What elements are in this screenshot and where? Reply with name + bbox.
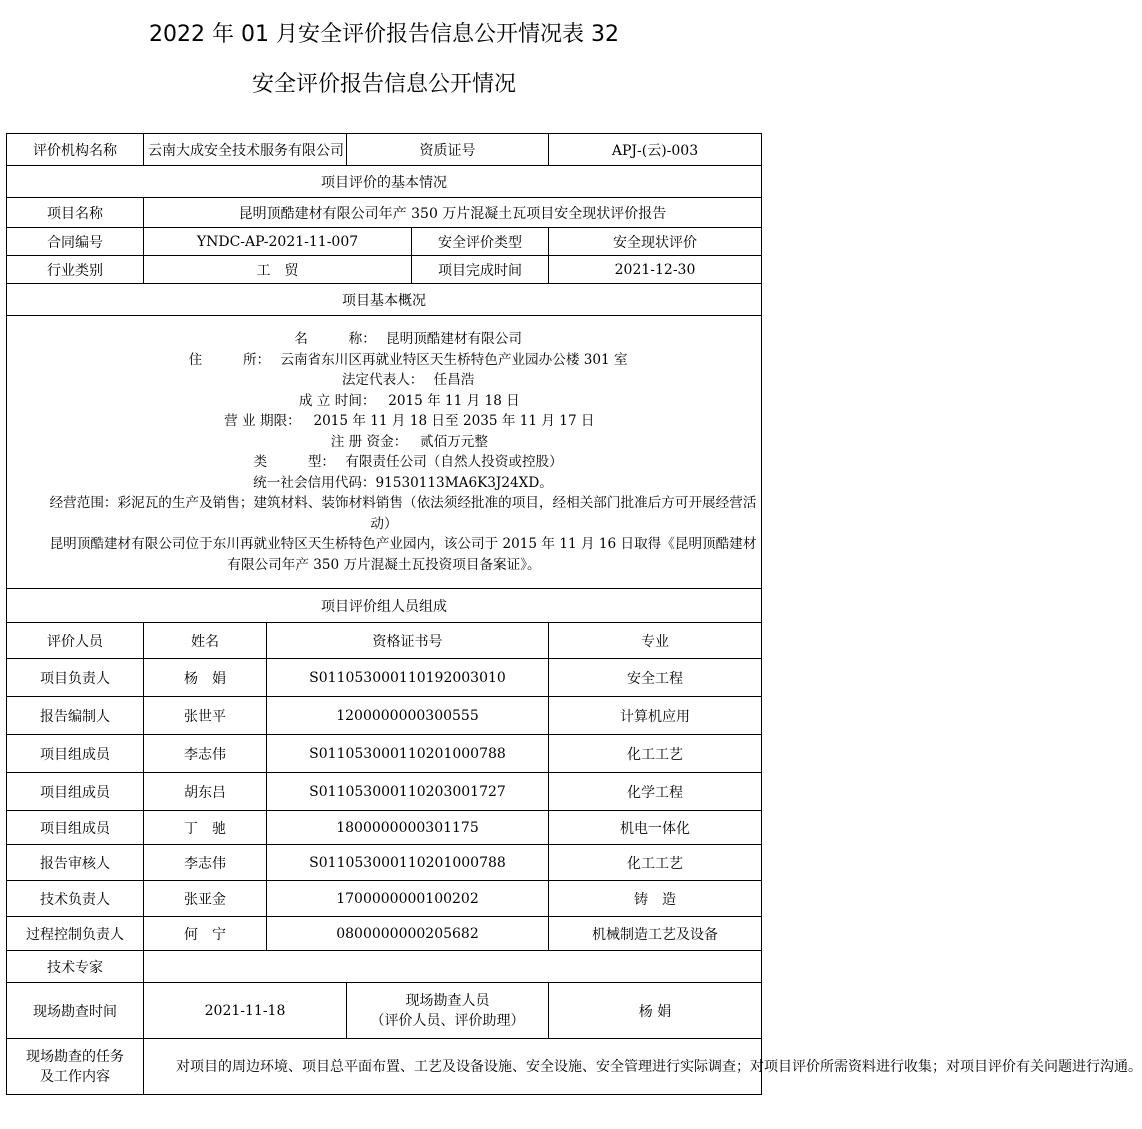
team-major: 安全工程	[549, 659, 762, 697]
team-header-role: 评价人员	[7, 623, 144, 659]
team-header-row	[7, 623, 762, 659]
team-major: 化工工艺	[549, 845, 762, 881]
team-name: 丁 驰	[144, 811, 267, 845]
overview-section-title: 项目基本概况	[7, 284, 762, 316]
team-name: 胡东吕	[144, 773, 267, 811]
table-row	[7, 845, 762, 881]
overview-credit-line: 统一社会信用代码：91530113MA6K3J24XD。	[253, 474, 553, 491]
cert-label: 资质证号	[347, 134, 549, 166]
team-role: 过程控制负责人	[7, 917, 144, 951]
team-name: 张世平	[144, 697, 267, 735]
overview-scope: 经营范围：彩泥瓦的生产及销售；建筑材料、装饰材料销售（依法须经批准的项目，经相关部门批准后方可开展经营活动）	[49, 495, 757, 532]
team-role: 报告审核人	[7, 845, 144, 881]
expert-value	[144, 951, 762, 983]
table-row	[7, 659, 762, 697]
team-role: 报告编制人	[7, 697, 144, 735]
team-name: 张亚金	[144, 881, 267, 917]
survey-row	[7, 983, 762, 1039]
overview-type-line: 类 型： 有限责任公司（自然人投资或控股）	[253, 454, 563, 470]
team-name: 李志伟	[144, 735, 267, 773]
document-title: 2022 年 01 月安全评价报告信息公开情况表 32	[149, 22, 619, 47]
team-role: 技术负责人	[7, 881, 144, 917]
team-role: 项目组成员	[7, 773, 144, 811]
overview-capital-line: 注 册 资金： 贰佰万元整	[330, 433, 488, 450]
industry-label: 行业类别	[7, 256, 144, 284]
team-role: 项目负责人	[7, 659, 144, 697]
cert-value: APJ-(云)-003	[549, 134, 762, 166]
team-major: 机电一体化	[549, 811, 762, 845]
project-name-value: 昆明顶酷建材有限公司年产 350 万片混凝土瓦项目安全现状评价报告	[144, 198, 762, 228]
survey-staff-value: 杨 娟	[549, 983, 762, 1039]
overview-rep-line: 法定代表人： 任昌浩	[341, 372, 475, 388]
survey-time-label: 现场勘查时间	[7, 983, 144, 1039]
task-row	[7, 1039, 762, 1095]
eval-type-value: 安全现状评价	[549, 228, 762, 256]
table-row	[7, 917, 762, 951]
team-header-name: 姓名	[144, 623, 267, 659]
team-cert: 1200000000300555	[267, 697, 549, 735]
team-header-cert: 资格证书号	[267, 623, 549, 659]
team-cert: S011053000110201000788	[267, 845, 549, 881]
org-value: 云南大成安全技术服务有限公司	[144, 134, 347, 166]
org-label: 评价机构名称	[7, 134, 144, 166]
overview-established-line: 成 立 时间： 2015 年 11 月 18 日	[298, 392, 520, 409]
team-cert: S011053000110192003010	[267, 659, 549, 697]
table-row	[7, 881, 762, 917]
team-role: 项目组成员	[7, 811, 144, 845]
overview-description: 昆明顶酷建材有限公司位于东川再就业特区天生桥特色产业园内，该公司于 2015 年 11 月 16 日取得《昆明顶酷建材有限公司年产 350 万片混凝土瓦投资项目备案证》。	[49, 536, 757, 573]
report-info-table	[6, 133, 1142, 1095]
expert-label: 技术专家	[7, 951, 144, 983]
industry-value: 工 贸	[144, 256, 412, 284]
team-cert: 0800000000205682	[267, 917, 549, 951]
contract-value: YNDC-AP-2021-11-007	[144, 228, 412, 256]
team-role: 项目组成员	[7, 735, 144, 773]
team-cert: 1700000000100202	[267, 881, 549, 917]
expert-row	[7, 951, 762, 983]
finish-value: 2021-12-30	[549, 256, 762, 284]
survey-task-value: 对项目的周边环境、项目总平面布置、工艺及设备设施、安全设施、安全管理进行实际调查；对项目评价所需资料进行收集；对项目评价有关问题进行沟通。	[144, 1039, 762, 1095]
finish-label: 项目完成时间	[412, 256, 549, 284]
overview-body	[7, 316, 762, 589]
team-header-major: 专业	[549, 623, 762, 659]
contract-label: 合同编号	[7, 228, 144, 256]
team-name: 何 宁	[144, 917, 267, 951]
team-major: 化工工艺	[549, 735, 762, 773]
org-row	[7, 134, 762, 166]
survey-staff-label: 现场勘查人员 （评价人员、评价助理）	[347, 983, 549, 1039]
team-name: 杨 娟	[144, 659, 267, 697]
overview-address-line: 住 所： 云南省东川区再就业特区天生桥特色产业园办公楼 301 室	[188, 351, 628, 368]
survey-time-value: 2021-11-18	[144, 983, 347, 1039]
team-major: 铸 造	[549, 881, 762, 917]
team-name: 李志伟	[144, 845, 267, 881]
team-major: 机械制造工艺及设备	[549, 917, 762, 951]
team-section-title: 项目评价组人员组成	[7, 589, 762, 623]
table-row	[7, 697, 762, 735]
table-row	[7, 735, 762, 773]
team-cert: 1800000000301175	[267, 811, 549, 845]
overview-term-line: 营 业 期限： 2015 年 11 月 18 日至 2035 年 11 月 17 日	[224, 413, 595, 429]
team-major: 化学工程	[549, 773, 762, 811]
team-cert: S011053000110203001727	[267, 773, 549, 811]
survey-task-label: 现场勘查的任务 及工作内容	[7, 1039, 144, 1095]
team-cert: S011053000110201000788	[267, 735, 549, 773]
team-major: 计算机应用	[549, 697, 762, 735]
project-name-label: 项目名称	[7, 198, 144, 228]
basic-section-title: 项目评价的基本情况	[7, 166, 762, 198]
table-row	[7, 773, 762, 811]
eval-type-label: 安全评价类型	[412, 228, 549, 256]
table-row	[7, 811, 762, 845]
document-subtitle: 安全评价报告信息公开情况	[251, 72, 516, 97]
overview-name-line: 名 称： 昆明顶酷建材有限公司	[294, 331, 522, 347]
